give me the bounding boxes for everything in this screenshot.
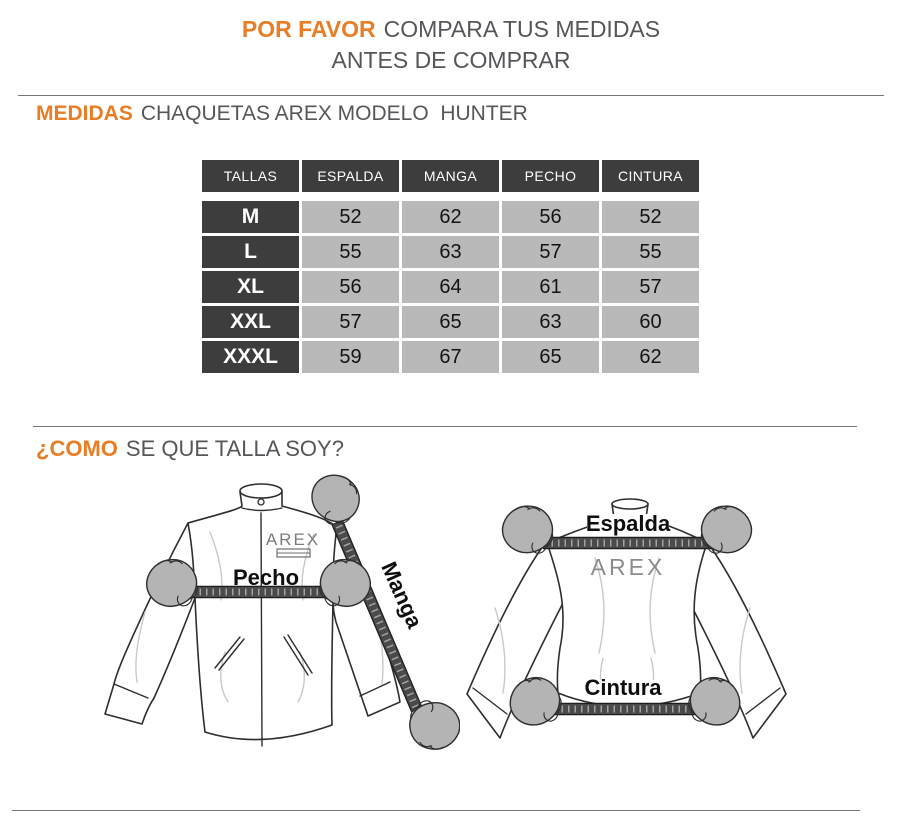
manga-label: Manga bbox=[376, 558, 428, 632]
cell-espalda: 59 bbox=[302, 341, 399, 373]
column-header-espalda: ESPALDA bbox=[302, 160, 399, 192]
front-zip-line bbox=[261, 513, 262, 746]
headline bbox=[0, 14, 902, 76]
front-brand-text: AREX bbox=[265, 530, 321, 549]
column-header-cintura: CINTURA bbox=[602, 160, 699, 192]
column-header-manga: MANGA bbox=[402, 160, 499, 192]
back-jacket-diagram bbox=[455, 488, 790, 758]
header-gap bbox=[202, 195, 699, 198]
size-label: L bbox=[202, 236, 299, 268]
como-emphasis: ¿COMO bbox=[36, 436, 118, 461]
back-collar bbox=[612, 499, 648, 509]
size-table-header-row bbox=[202, 160, 699, 192]
cell-espalda: 57 bbox=[302, 306, 399, 338]
divider-bottom bbox=[12, 810, 860, 811]
cell-cintura: 52 bbox=[602, 201, 699, 233]
cell-cintura: 57 bbox=[602, 271, 699, 303]
divider-middle bbox=[33, 426, 857, 427]
cell-espalda: 52 bbox=[302, 201, 399, 233]
collar-button bbox=[258, 499, 264, 505]
cell-manga: 63 bbox=[402, 236, 499, 268]
headline-emphasis: POR FAVOR bbox=[241, 16, 376, 42]
headline-line1 bbox=[0, 14, 902, 45]
table-row-l bbox=[202, 236, 699, 268]
column-header-pecho: PECHO bbox=[502, 160, 599, 192]
front-right-sleeve bbox=[333, 527, 400, 716]
column-header-tallas: TALLAS bbox=[202, 160, 299, 192]
medidas-emphasis: MEDIDAS bbox=[36, 102, 133, 125]
table-row-m bbox=[202, 201, 699, 233]
cell-pecho: 56 bbox=[502, 201, 599, 233]
cell-pecho: 65 bbox=[502, 341, 599, 373]
medidas-heading bbox=[36, 102, 528, 126]
pecho-label: Pecho bbox=[232, 565, 300, 590]
hand-back-shoulder-right bbox=[698, 502, 756, 559]
cell-cintura: 62 bbox=[602, 341, 699, 373]
cell-cintura: 55 bbox=[602, 236, 699, 268]
size-table bbox=[199, 157, 702, 376]
size-label: XXXL bbox=[202, 341, 299, 373]
divider-top bbox=[18, 95, 884, 96]
cell-cintura: 60 bbox=[602, 306, 699, 338]
cintura-label: Cintura bbox=[584, 675, 662, 700]
cell-pecho: 57 bbox=[502, 236, 599, 268]
size-label: M bbox=[202, 201, 299, 233]
hand-back-shoulder-left bbox=[499, 502, 557, 559]
medidas-rest: CHAQUETAS AREX MODELO HUNTER bbox=[140, 102, 528, 125]
cell-pecho: 61 bbox=[502, 271, 599, 303]
espalda-label: Espalda bbox=[585, 511, 671, 536]
como-rest: SE QUE TALLA SOY? bbox=[125, 436, 344, 461]
como-heading bbox=[36, 436, 344, 462]
cell-pecho: 63 bbox=[502, 306, 599, 338]
cell-manga: 64 bbox=[402, 271, 499, 303]
cell-manga: 62 bbox=[402, 201, 499, 233]
table-row-xxl bbox=[202, 306, 699, 338]
front-collar bbox=[240, 484, 282, 498]
front-jacket-diagram bbox=[90, 462, 460, 762]
front-left-sleeve bbox=[105, 523, 195, 724]
headline-line2: ANTES DE COMPRAR bbox=[331, 47, 571, 73]
cell-espalda: 56 bbox=[302, 271, 399, 303]
size-label: XXL bbox=[202, 306, 299, 338]
size-label: XL bbox=[202, 271, 299, 303]
table-row-xxxl bbox=[202, 341, 699, 373]
cell-espalda: 55 bbox=[302, 236, 399, 268]
back-brand-text: AREX bbox=[590, 554, 666, 580]
headline-rest: COMPARA TUS MEDIDAS bbox=[383, 16, 661, 42]
cell-manga: 65 bbox=[402, 306, 499, 338]
table-row-xl bbox=[202, 271, 699, 303]
hand-sleeve-bottom bbox=[409, 700, 460, 750]
cell-manga: 67 bbox=[402, 341, 499, 373]
